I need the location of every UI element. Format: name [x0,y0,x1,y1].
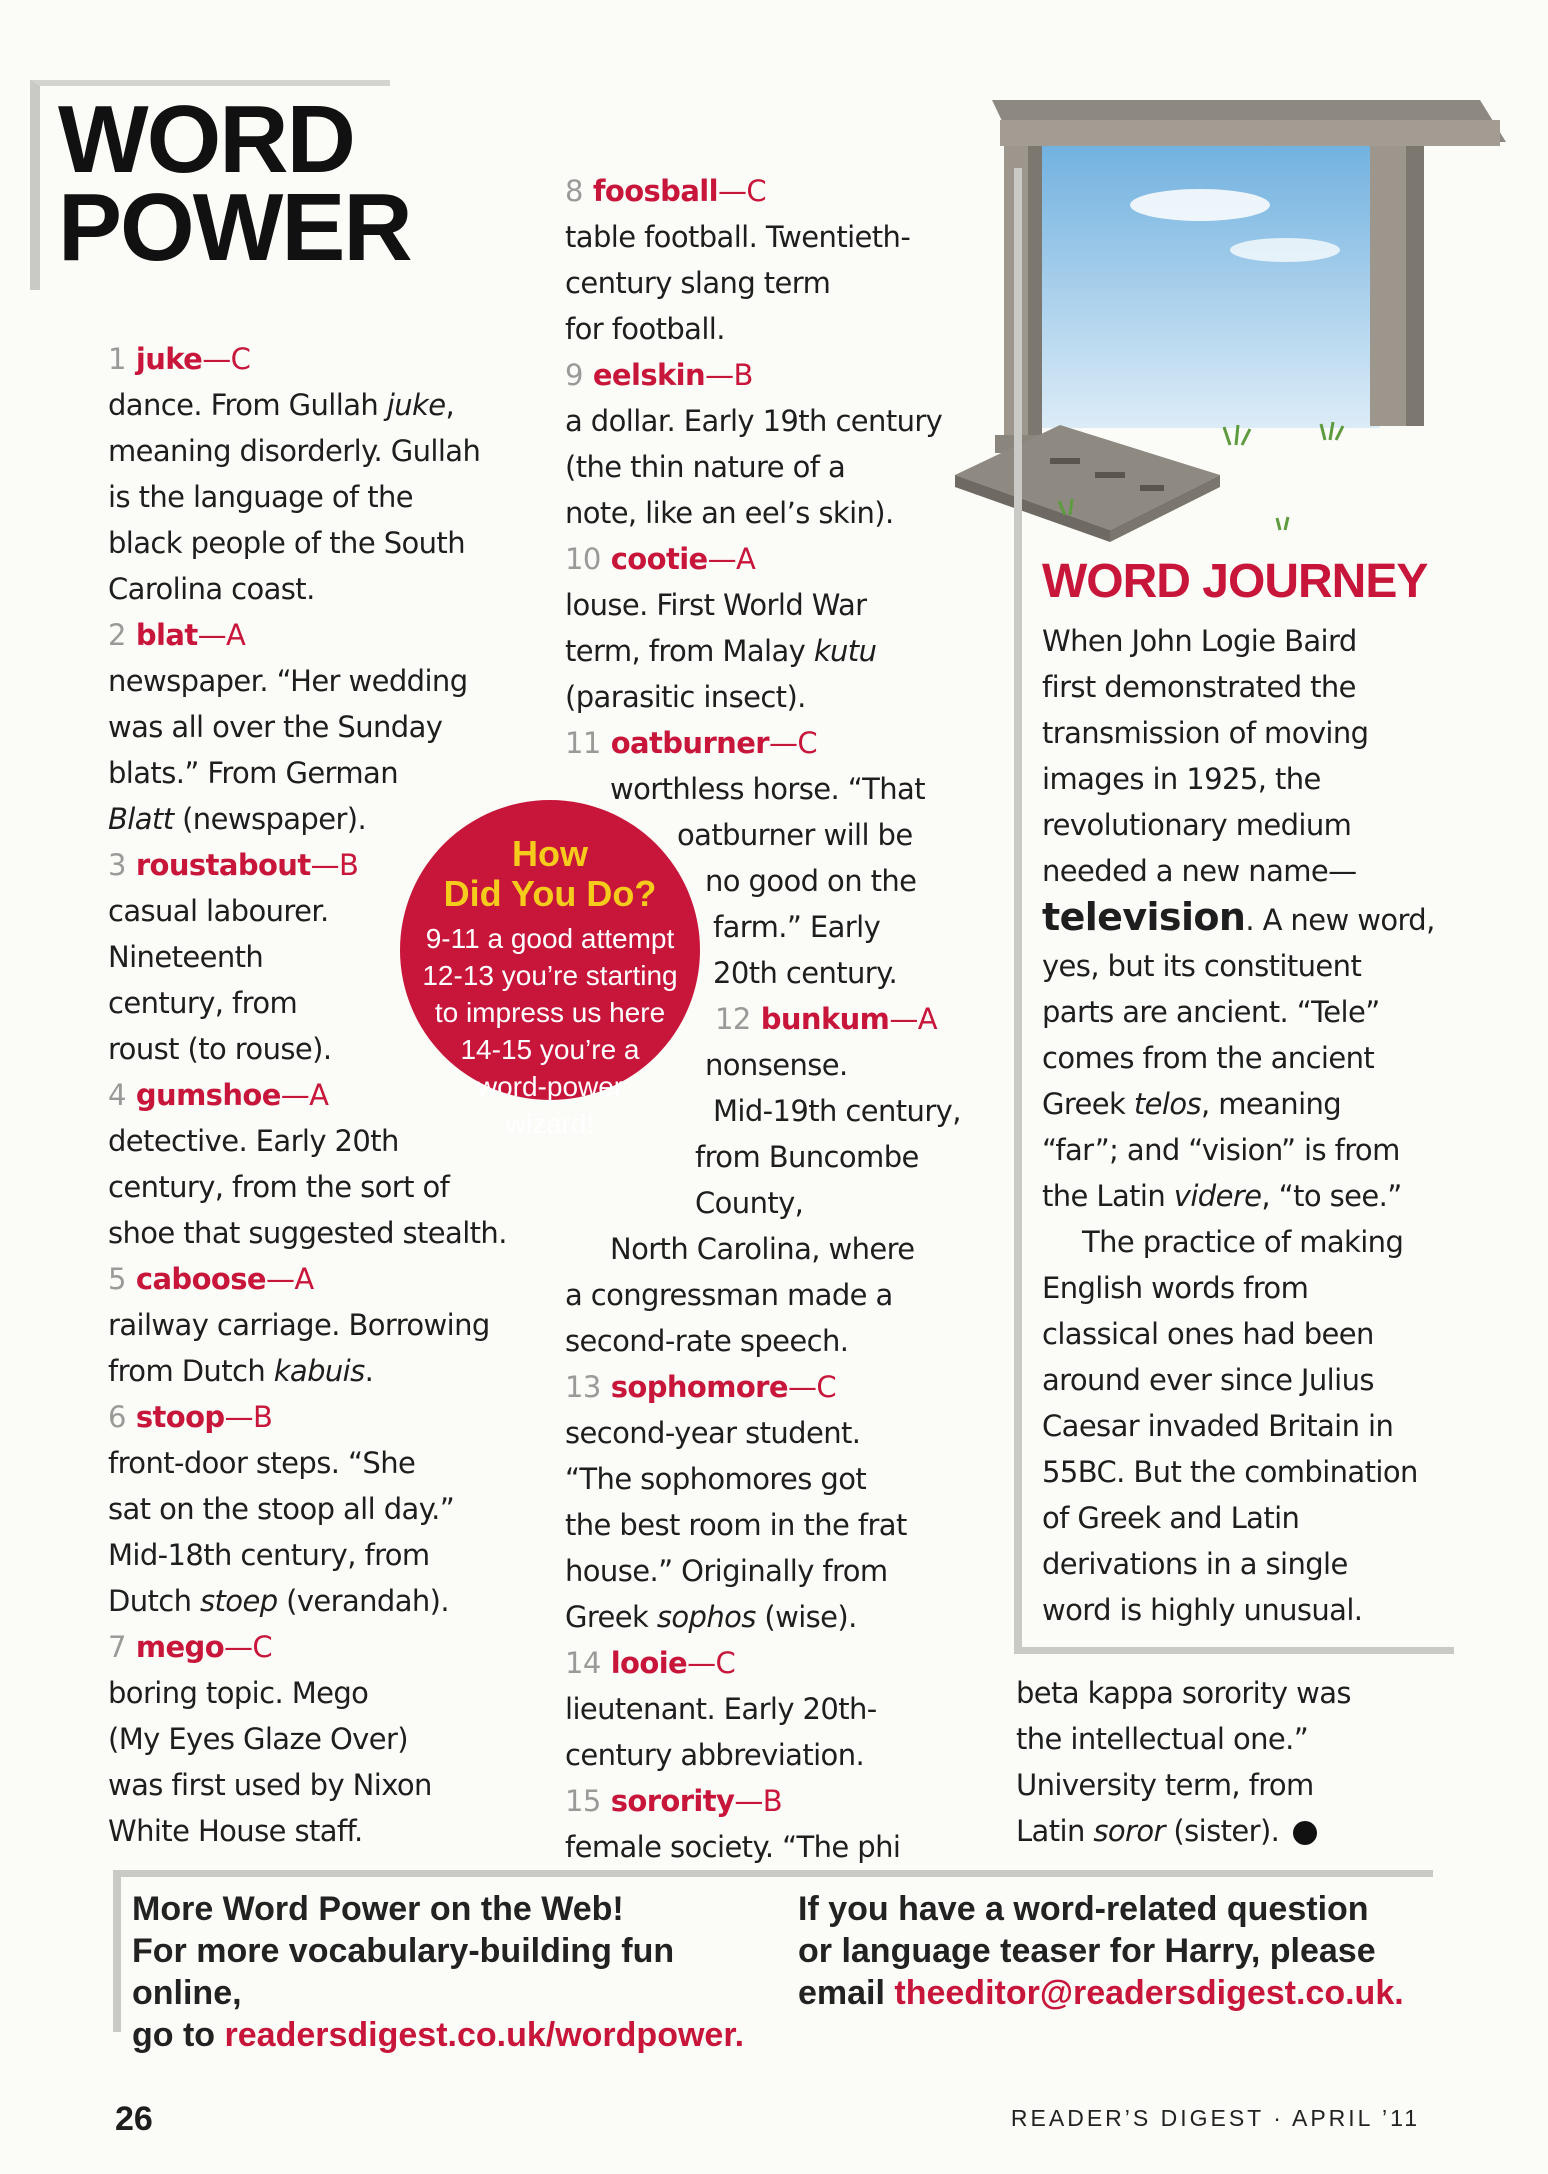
entry-line: term, from Malay kutu [565,634,877,668]
entry-looie [565,1640,995,1778]
entry-word: eelskin [592,358,706,392]
entry-number: 3 [108,848,126,882]
entry-answer: —A [197,618,246,652]
entry-line: for football. [565,312,725,346]
entry-number: 15 [565,1784,601,1818]
entry-line: boring topic. Mego [108,1676,369,1710]
entry-line: Blatt (newspaper). [108,802,367,836]
entry-line: oatburner will be [677,818,913,852]
entry-line: nonsense. [705,1048,848,1082]
entry-number: 6 [108,1400,126,1434]
entry-headword [565,168,995,214]
footer-contact-prefix: email [798,1974,895,2012]
wordpower-link[interactable]: readersdigest.co.uk/wordpower. [224,2016,745,2054]
entry-line: from Buncombe County, [695,1140,919,1220]
journey-line: Greek telos, meaning [1042,1087,1342,1121]
entry-answer: —C [787,1370,836,1404]
entry-number: 2 [108,618,126,652]
entry-answer: —A [265,1262,314,1296]
entry-line: no good on the [705,864,917,898]
entry-answer: —A [707,542,756,576]
entry-headword [565,1364,995,1410]
badge-line: 12-13 you’re starting [422,960,678,991]
entry-number: 8 [565,174,583,208]
entry-line: from Dutch kabuis. [108,1354,374,1388]
editor-email-link[interactable]: theeditor@readersdigest.co.uk. [894,1974,1404,2012]
entry-number: 12 [715,1002,751,1036]
entry-line: blats.” From German [108,756,398,790]
badge-line: wizard! [505,1108,595,1139]
entry-line: second-rate speech. [565,1324,849,1358]
badge-title-1: How [512,833,588,874]
entry-line: house.” Originally from [565,1554,888,1588]
entry-line: a dollar. Early 19th century [565,404,943,438]
entry-line: was first used by Nixon [108,1768,432,1802]
entry-word: stoop [135,1400,225,1434]
journey-line: “far”; and “vision” is from [1042,1133,1400,1167]
entry-caboose [108,1256,538,1394]
masthead: READER’S DIGEST · APRIL ’11 [1010,2105,1420,2131]
journey-line: When John Logie Baird [1042,624,1357,658]
entry-line: table football. Twentieth- [565,220,911,254]
badge-line: 14-15 you’re a [460,1034,640,1065]
footer-contact [798,1888,1438,2014]
entry-line: Mid-18th century, from [108,1538,430,1572]
entry-stoop [108,1394,538,1624]
entry-line: (parasitic insect). [565,680,806,714]
entry-line: front-door steps. “She [108,1446,416,1480]
journey-line: classical ones had been [1042,1317,1374,1351]
entry-number: 14 [565,1646,601,1680]
journey-line: beta kappa sorority was [1016,1676,1351,1710]
entry-mego [108,1624,538,1854]
entry-answer: —C [224,1630,273,1664]
entry-word: gumshoe [135,1078,281,1112]
entry-line: note, like an eel’s skin). [565,496,894,530]
entry-line: casual labourer. [108,894,329,928]
entry-line: Nineteenth [108,940,264,974]
entry-word: caboose [135,1262,266,1296]
journey-line: English words from [1042,1271,1309,1305]
entry-word: blat [135,618,198,652]
journey-paragraph-1 [1042,618,1442,1219]
entry-headword [565,1640,995,1686]
entry-word: bunkum [760,1002,890,1036]
entry-line: century slang term [565,266,831,300]
entry-headword [108,336,538,382]
entry-headword [565,1778,995,1824]
footer-contact-line-1: If you have a word-related question [798,1890,1369,1928]
entry-eelskin [565,352,995,536]
entry-headword [108,1624,538,1670]
entry-cootie [565,536,995,720]
journey-line: needed a new name— [1042,854,1357,888]
entry-word: mego [135,1630,225,1664]
journey-line: the intellectual one.” [1016,1722,1309,1756]
entry-word: roustabout [135,848,311,882]
entry-number: 9 [565,358,583,392]
journey-line: Latin soror (sister). [1016,1814,1280,1848]
entry-line: farm.” Early [713,910,881,944]
journey-keyword: television [1042,895,1246,939]
entry-line: century, from the sort of [108,1170,450,1204]
entry-line: was all over the Sunday [108,710,443,744]
badge-line: word-power [476,1071,624,1102]
footer-web-line: For more vocabulary-building fun online, [132,1932,675,2012]
entry-line: dance. From Gullah juke, [108,388,455,422]
entry-line: roust (to rouse). [108,1032,332,1066]
journey-line: word is highly unusual. [1042,1593,1363,1627]
journey-line: derivations in a single [1042,1547,1348,1581]
entry-blat [108,612,538,842]
journey-line: 55BC. But the combination [1042,1455,1418,1489]
entry-headword [108,612,538,658]
end-mark-icon [1293,1821,1317,1845]
entry-sorority [565,1778,995,1870]
entry-word: foosball [592,174,718,208]
entry-line: Mid-19th century, [713,1094,961,1128]
journey-line: images in 1925, the [1042,762,1321,796]
entry-line: century abbreviation. [565,1738,865,1772]
entry-answer: —C [687,1646,736,1680]
entry-line: lieutenant. Early 20th- [565,1692,877,1726]
footer-web-prefix: go to [132,2016,225,2054]
entry-answer: —B [224,1400,273,1434]
entry-answer: —A [889,1002,937,1036]
entry-line: Carolina coast. [108,572,315,606]
entry-answer: —B [734,1784,783,1818]
entry-line: 20th century. [713,956,898,990]
entry-line: White House staff. [108,1814,363,1848]
entry-sophomore [565,1364,995,1640]
entry-line: North Carolina, where [610,1232,915,1266]
entry-line: century, from [108,986,298,1020]
badge-line: 9-11 a good attempt [425,923,675,954]
entry-answer: —C [202,342,251,376]
entry-line: Greek sophos (wise). [565,1600,857,1634]
entry-headword [565,352,995,398]
entry-line: worthless horse. “That [610,772,925,806]
entry-word: juke [135,342,203,376]
entry-line: second-year student. [565,1416,861,1450]
entry-line: louse. First World War [565,588,867,622]
entry-word: sorority [610,1784,735,1818]
entry-answer: —B [310,848,359,882]
entry-word: sophomore [610,1370,788,1404]
entry-line: meaning disorderly. Gullah [108,434,481,468]
entry-number: 10 [565,542,601,576]
title-power: POWER [58,174,411,281]
entry-number: 13 [565,1370,601,1404]
badge-line: to impress us here [434,997,666,1028]
journey-line: around ever since Julius [1042,1363,1374,1397]
entry-number: 4 [108,1078,126,1112]
footer-contact-line-2: or language teaser for Harry, please [798,1932,1376,1970]
entry-number: 7 [108,1630,126,1664]
entry-line: sat on the stoop all day.” [108,1492,455,1526]
entry-line: black people of the South [108,526,465,560]
journey-line: University term, from [1016,1768,1314,1802]
journey-line: of Greek and Latin [1042,1501,1300,1535]
journey-line: transmission of moving [1042,716,1369,750]
entry-word: looie [610,1646,688,1680]
entry-juke [108,336,538,612]
how-did-you-do-badge [400,800,700,1139]
entry-foosball [565,168,995,352]
journey-line: parts are ancient. “Tele” [1042,995,1380,1029]
entry-line: is the language of the [108,480,413,514]
entry-number: 11 [565,726,601,760]
entry-headword [565,720,995,766]
entry-line: “The sophomores got [565,1462,867,1496]
journey-line: the Latin videre, “to see.” [1042,1179,1402,1213]
entry-line: (My Eyes Glaze Over) [108,1722,409,1756]
entry-answer: —C [718,174,767,208]
word-journey-heading: WORD JOURNEY [1042,555,1428,608]
journey-line: comes from the ancient [1042,1041,1375,1075]
entry-line: newspaper. “Her wedding [108,664,468,698]
journey-paragraph-2 [1042,1219,1442,1633]
journey-line: first demonstrated the [1042,670,1356,704]
word-journey-text [1042,618,1442,1633]
badge-title-2: Did You Do? [443,873,657,914]
entry-number: 1 [108,342,126,376]
entry-line: the best room in the frat [565,1508,907,1542]
entry-line: detective. Early 20th [108,1124,399,1158]
title-word: WORD [58,86,354,193]
journey-line: revolutionary medium [1042,808,1352,842]
entry-headword [108,1256,538,1302]
entry-headword [565,536,995,582]
page-title [30,80,411,290]
entry-line: (the thin nature of a [565,450,846,484]
journey-line: The practice of making [1082,1225,1404,1259]
entry-number: 5 [108,1262,126,1296]
entry-line: Dutch stoep (verandah). [108,1584,450,1618]
journey-line: yes, but its constituent [1042,949,1362,983]
journey-after: . A new word, [1245,903,1435,937]
entry-line: shoe that suggested stealth. [108,1216,507,1250]
entry-line: a congressman made a [565,1278,893,1312]
journey-line: Caesar invaded Britain in [1042,1409,1394,1443]
footer-web [132,1888,772,2056]
footer-web-heading: More Word Power on the Web! [132,1890,624,1928]
entry-word: cootie [610,542,708,576]
entry-line: railway carriage. Borrowing [108,1308,490,1342]
entry-word: oatburner [610,726,769,760]
entry-line: female society. “The phi [565,1830,901,1864]
entry-answer: —C [768,726,818,760]
entry-headword [108,1394,538,1440]
entry-answer: —B [705,358,753,392]
entry-answer: —A [280,1078,329,1112]
sorority-continued [1016,1670,1436,1854]
page-number: 26 [115,2100,153,2138]
